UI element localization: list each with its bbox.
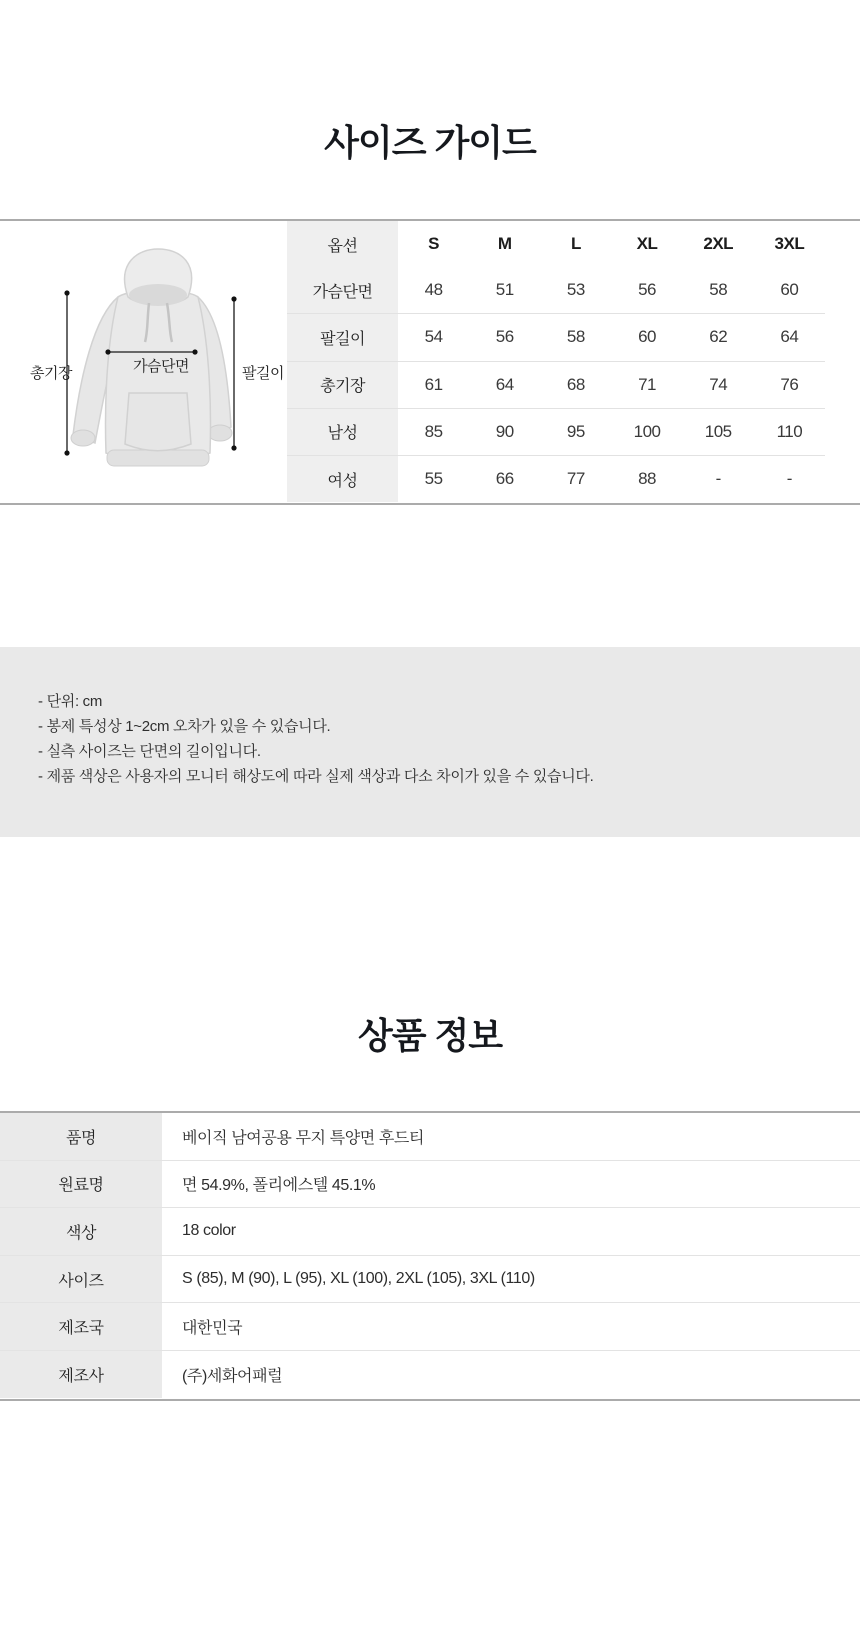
size-cell: 105: [683, 408, 754, 455]
product-row-manufacturer: [0, 1350, 860, 1397]
measure-dot: [231, 296, 236, 301]
size-row-total-length: [287, 361, 825, 408]
measure-dot: [192, 349, 197, 354]
total-length-label: 총기장: [30, 365, 72, 382]
size-table: [287, 221, 825, 502]
chest-width-label: 가슴단면: [133, 358, 189, 375]
size-cell: 56: [469, 314, 540, 361]
size-row-label: 남성: [287, 408, 398, 455]
product-row-value: 18 color: [162, 1208, 860, 1256]
size-table-header-row: [287, 221, 825, 267]
size-cell: 76: [754, 361, 825, 408]
product-row-label: 제조사: [0, 1350, 162, 1397]
size-row-label: 가슴단면: [287, 267, 398, 314]
size-notes-box: [0, 647, 860, 837]
size-cell: 68: [540, 361, 611, 408]
hoodie-hood-opening: [129, 284, 187, 306]
hoodie-hem: [107, 450, 209, 466]
size-col-2xl: 2XL: [703, 234, 734, 254]
sleeve-length-label: 팔길이: [242, 365, 284, 382]
product-row-name: [0, 1113, 860, 1160]
size-cell: 60: [754, 267, 825, 314]
size-row-label: 팔길이: [287, 314, 398, 361]
product-row-color: [0, 1208, 860, 1256]
note-tolerance: - 봉제 특성상 1~2cm 오차가 있을 수 있습니다.: [38, 718, 331, 735]
product-row-value: 대한민국: [162, 1303, 860, 1351]
hoodie-right-cuff: [208, 425, 232, 441]
size-row-sleeve: [287, 314, 825, 361]
size-cell: 71: [611, 361, 682, 408]
product-row-material: [0, 1160, 860, 1208]
size-cell: 88: [638, 469, 656, 489]
hoodie-pocket: [125, 393, 191, 451]
product-row-label: 제조국: [0, 1303, 162, 1351]
size-cell: 62: [683, 314, 754, 361]
size-cell: 53: [540, 267, 611, 314]
size-cell: 58: [540, 314, 611, 361]
size-cell: 85: [398, 408, 469, 455]
size-notes-list: [38, 689, 594, 789]
size-row-label: 여성: [287, 455, 398, 502]
size-col-s: S: [428, 234, 439, 254]
size-row-label: 총기장: [287, 361, 398, 408]
size-cell: 56: [611, 267, 682, 314]
size-row-chest: [287, 267, 825, 314]
note-color: - 제품 색상은 사용자의 모니터 해상도에 따라 실제 색상과 다소 차이가 있을 수 있습니다.: [38, 768, 594, 785]
size-cell: 64: [754, 314, 825, 361]
product-row-label: 색상: [0, 1208, 162, 1256]
size-cell: 95: [540, 408, 611, 455]
size-guide-title: 사이즈 가이드: [324, 122, 536, 163]
measure-dot: [64, 290, 69, 295]
size-cell: 64: [469, 361, 540, 408]
product-row-label: 원료명: [0, 1160, 162, 1208]
size-cell: 51: [469, 267, 540, 314]
size-cell: -: [715, 469, 721, 489]
size-row-men: [287, 408, 825, 455]
size-cell: 77: [566, 469, 585, 489]
product-row-label: 품명: [0, 1113, 162, 1160]
product-info-table: [0, 1113, 860, 1398]
size-col-option: 옵션: [287, 221, 398, 267]
product-row-value: S (85), M (90), L (95), XL (100), 2XL (105), 3XL (110): [162, 1255, 860, 1303]
size-cell: 60: [611, 314, 682, 361]
size-col-m: M: [497, 234, 512, 254]
size-cell: 55: [424, 469, 443, 489]
size-col-l: L: [570, 234, 581, 254]
size-row-women: [287, 455, 825, 502]
size-section-bottom-divider: [0, 503, 860, 505]
measure-dot: [64, 450, 69, 455]
product-row-label: 사이즈: [0, 1255, 162, 1303]
product-row-value: (주)세화어패럴: [182, 1367, 283, 1385]
size-cell: -: [786, 469, 792, 489]
product-table-bottom-divider: [0, 1399, 860, 1401]
size-col-xl: XL: [636, 234, 658, 254]
product-row-origin: [0, 1303, 860, 1351]
size-cell: 110: [754, 408, 825, 455]
product-row-size: [0, 1255, 860, 1303]
product-row-value: 면 54.9%, 폴리에스텔 45.1%: [162, 1160, 860, 1208]
note-measurement: - 실측 사이즈는 단면의 길이입니다.: [38, 743, 261, 760]
size-table-header: [287, 221, 825, 267]
measure-dot: [231, 445, 236, 450]
size-cell: 74: [683, 361, 754, 408]
size-cell: 48: [398, 267, 469, 314]
product-row-value: 베이직 남여공용 무지 특양면 후드티: [162, 1113, 860, 1160]
size-cell: 100: [611, 408, 682, 455]
product-info-title: 상품 정보: [357, 1015, 503, 1056]
size-cell: 66: [495, 469, 514, 489]
size-cell: 54: [398, 314, 469, 361]
size-col-3xl: 3XL: [774, 234, 805, 254]
size-cell: 90: [469, 408, 540, 455]
measure-dot: [105, 349, 110, 354]
note-unit: - 단위: cm: [38, 693, 103, 710]
size-cell: 61: [398, 361, 469, 408]
size-cell: 58: [683, 267, 754, 314]
hoodie-left-cuff: [71, 430, 95, 446]
